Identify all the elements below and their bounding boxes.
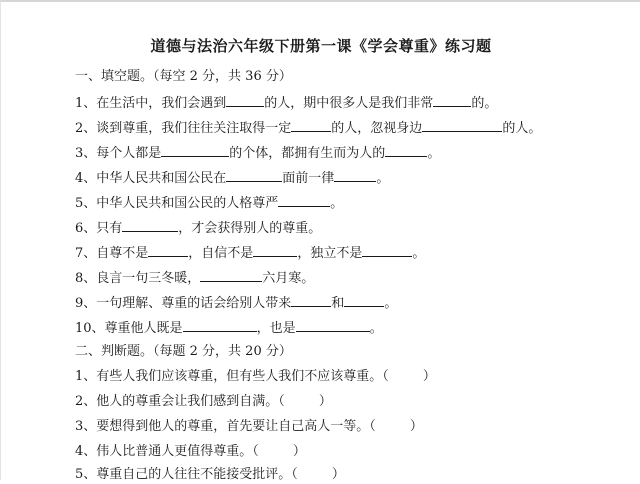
answer-blank[interactable]: [278, 193, 330, 207]
question-text: 谈到尊重，我们往往关注取得一定: [96, 121, 292, 136]
question-text: 。: [427, 146, 441, 161]
answer-paren-close: ）: [331, 467, 345, 482]
answer-blank[interactable]: [161, 143, 229, 157]
question-text: 伟人比普通人更值得尊重。: [96, 444, 253, 459]
page-title: 道德与法治六年级下册第一课《学会尊重》练习题: [150, 37, 492, 55]
question-text: ，独立不是: [297, 246, 363, 261]
answer-blank[interactable]: [422, 118, 502, 132]
question-text: 每个人都是: [96, 146, 162, 161]
question-text: 有些人我们应该尊重，但有些人我们不应该尊重。: [96, 369, 383, 384]
answer-paren-close: ）: [422, 369, 436, 384]
answer-paren-close: ）: [318, 394, 332, 409]
question-judge-1: [75, 368, 436, 386]
question-text: 尊重他人既是: [104, 321, 183, 336]
answer-blank[interactable]: [122, 218, 178, 232]
answer-blank[interactable]: [334, 168, 376, 182]
question-text: 。: [384, 296, 398, 311]
question-text: 中华人民共和国公民在: [96, 171, 227, 186]
answer-blank[interactable]: [226, 168, 282, 182]
question-fill-1: [75, 93, 497, 113]
question-text: 的个体，都拥有生而为人的: [229, 146, 386, 161]
answer-paren-open: （: [252, 444, 259, 459]
question-text: 。: [376, 171, 390, 186]
question-fill-4: [75, 168, 389, 188]
question-number: 8、: [75, 271, 97, 286]
question-text: 。: [369, 321, 383, 336]
question-number: 1、: [75, 96, 97, 111]
question-number: 2、: [75, 394, 97, 409]
question-fill-6: [75, 218, 321, 238]
question-text: ，才会获得别人的尊重。: [178, 221, 322, 236]
question-number: 3、: [75, 146, 97, 161]
question-number: 2、: [75, 121, 97, 136]
question-text: 。: [330, 196, 344, 211]
answer-paren-close: ）: [292, 444, 306, 459]
answer-blank[interactable]: [253, 243, 297, 257]
question-fill-10: [75, 318, 383, 338]
answer-blank[interactable]: [362, 243, 412, 257]
question-text: 一句理解、尊重的话会给别人带来: [96, 296, 292, 311]
question-number: 5、: [75, 467, 97, 482]
question-judge-2: [75, 393, 332, 411]
answer-blank[interactable]: [433, 93, 471, 107]
answer-paren-close: ）: [409, 419, 423, 434]
question-text: 的人。: [502, 121, 542, 136]
question-number: 6、: [75, 221, 97, 236]
answer-blank[interactable]: [226, 93, 264, 107]
answer-blank[interactable]: [291, 118, 331, 132]
question-fill-8: [75, 268, 314, 288]
answer-blank[interactable]: [344, 293, 384, 307]
answer-blank[interactable]: [183, 318, 257, 332]
question-text: 的人，忽视身边: [331, 121, 423, 136]
question-number: 1、: [75, 369, 97, 384]
question-text: 在生活中，我们会遇到: [96, 96, 227, 111]
answer-paren-open: （: [278, 394, 285, 409]
question-text: 六月寒。: [262, 271, 315, 286]
question-text: 中华人民共和国公民的人格尊严: [96, 196, 279, 211]
question-fill-5: [75, 193, 343, 213]
question-text: 自尊不是: [96, 246, 149, 261]
section-fill-blank-heading: 一、填空题。（每空 2 分，共 36 分）: [75, 69, 292, 84]
question-judge-5: [75, 466, 345, 484]
answer-paren-open: （: [369, 419, 376, 434]
question-judge-3: [75, 418, 423, 436]
question-number: 10、: [75, 321, 105, 336]
answer-blank[interactable]: [148, 243, 188, 257]
question-number: 5、: [75, 196, 97, 211]
section-true-false-heading: 二、判断题。（每题 2 分，共 20 分）: [75, 344, 292, 359]
answer-paren-open: （: [382, 369, 389, 384]
question-number: 3、: [75, 419, 97, 434]
question-fill-9: [75, 293, 397, 313]
question-text: 的。: [471, 96, 498, 111]
question-text: 只有: [96, 221, 123, 236]
question-text: 的人，期中很多人是我们非常: [264, 96, 434, 111]
question-fill-2: [75, 118, 541, 138]
question-text: 和: [331, 296, 345, 311]
question-number: 9、: [75, 296, 97, 311]
question-text: 面前一律: [282, 171, 335, 186]
question-text: 要想得到他人的尊重，首先要让自己高人一等。: [96, 419, 370, 434]
question-text: 良言一句三冬暖，: [96, 271, 201, 286]
question-judge-4: [75, 443, 306, 461]
question-text: ，也是: [256, 321, 296, 336]
answer-blank[interactable]: [385, 143, 427, 157]
question-number: 4、: [75, 171, 97, 186]
question-text: 他人的尊重会让我们感到自满。: [96, 394, 279, 409]
question-text: 尊重自己的人往往不能接受批评。: [96, 467, 292, 482]
question-fill-3: [75, 143, 440, 163]
question-text: ，自信不是: [188, 246, 254, 261]
answer-paren-open: （: [291, 467, 298, 482]
answer-blank[interactable]: [296, 318, 370, 332]
answer-blank[interactable]: [200, 268, 262, 282]
question-text: 。: [412, 246, 426, 261]
answer-blank[interactable]: [291, 293, 331, 307]
question-number: 7、: [75, 246, 97, 261]
question-number: 4、: [75, 444, 97, 459]
question-fill-7: [75, 243, 425, 263]
